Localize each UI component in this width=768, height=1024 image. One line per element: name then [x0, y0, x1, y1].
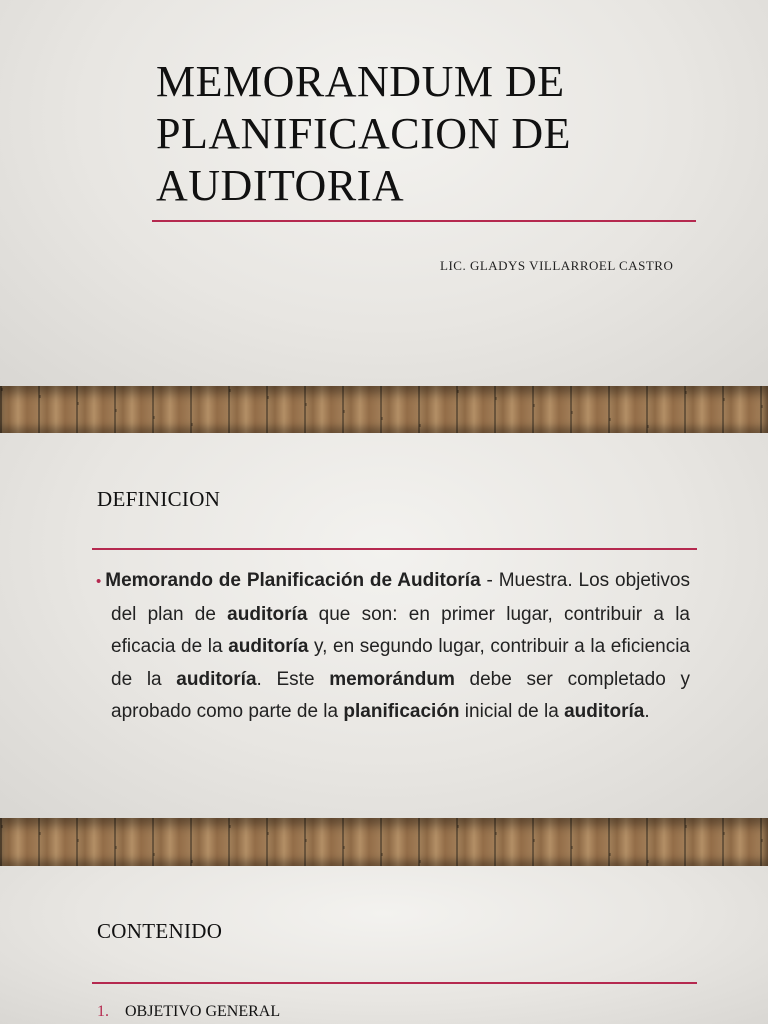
- plank-joint: [571, 846, 573, 849]
- contenido-heading: CONTENIDO: [97, 919, 223, 943]
- title-line-2: PLANIFICACION DE: [156, 109, 571, 158]
- list-item: [97, 1003, 280, 1021]
- plank-joint: [685, 391, 687, 394]
- plank-joint: [153, 853, 155, 856]
- plank-joint: [343, 846, 345, 849]
- plank-joint: [153, 416, 155, 419]
- plank-joint: [1, 388, 3, 391]
- plank-joint: [343, 410, 345, 413]
- plank-joint: [685, 825, 687, 828]
- plank-joint: [647, 860, 649, 863]
- plank-joint: [381, 417, 383, 420]
- plank-joint: [647, 425, 649, 428]
- plank-joint: [229, 389, 231, 392]
- plank-joint: [761, 839, 763, 842]
- plank-joint: [77, 402, 79, 405]
- list-item-number: 1.: [97, 1003, 109, 1020]
- slide-contenido: [0, 866, 768, 1024]
- plank-joint: [495, 397, 497, 400]
- plank-joint: [267, 396, 269, 399]
- plank-joint: [495, 832, 497, 835]
- plank-joint: [723, 398, 725, 401]
- slide-title: [0, 0, 768, 386]
- plank-joint: [419, 860, 421, 863]
- plank-joint: [305, 839, 307, 842]
- title-line-1: MEMORANDUM DE: [156, 57, 565, 106]
- plank-joint: [229, 825, 231, 828]
- definicion-heading: DEFINICION: [97, 487, 221, 511]
- title-divider: [152, 220, 696, 222]
- contenido-divider: [92, 982, 697, 984]
- list-item-label: OBJETIVO GENERAL: [125, 1003, 281, 1020]
- wood-floor-divider: [0, 818, 768, 866]
- plank-joint: [381, 853, 383, 856]
- bullet-icon: •: [96, 573, 102, 590]
- plank-joint: [723, 832, 725, 835]
- plank-joint: [191, 423, 193, 426]
- author-subtitle: LIC. GLADYS VILLARROEL CASTRO: [440, 258, 674, 273]
- definicion-bullet-item: • Memorando de Planificación de Auditoría - Muestra. Los objetivos del plan de auditoría que son: en primer lugar, contribuir a la eficacia de la auditoría y, en segundo lugar, contribuir a la eficiencia de la auditoría. Este memorándum debe ser completado y aprobado como parte de la planificación inicial de la auditoría.: [96, 570, 691, 722]
- plank-joint: [39, 832, 41, 835]
- plank-joint: [77, 839, 79, 842]
- plank-joint: [609, 418, 611, 421]
- plank-joint: [39, 395, 41, 398]
- plank-joint: [609, 853, 611, 856]
- slide-title-heading: [156, 56, 716, 212]
- plank-joint: [305, 403, 307, 406]
- plank-joint: [267, 832, 269, 835]
- plank-joint: [115, 409, 117, 412]
- plank-joint: [191, 860, 193, 863]
- plank-joint: [571, 411, 573, 414]
- title-line-3: AUDITORIA: [156, 161, 405, 210]
- plank-joint: [457, 390, 459, 393]
- plank-joint: [761, 405, 763, 408]
- plank-joint: [533, 404, 535, 407]
- plank-joint: [1, 825, 3, 828]
- wood-floor-divider: [0, 386, 768, 433]
- definicion-paragraph: [96, 565, 690, 729]
- plank-joint: [115, 846, 117, 849]
- plank-joint: [533, 839, 535, 842]
- plank-joint: [457, 825, 459, 828]
- plank-joint: [419, 424, 421, 427]
- definicion-divider: [92, 548, 697, 550]
